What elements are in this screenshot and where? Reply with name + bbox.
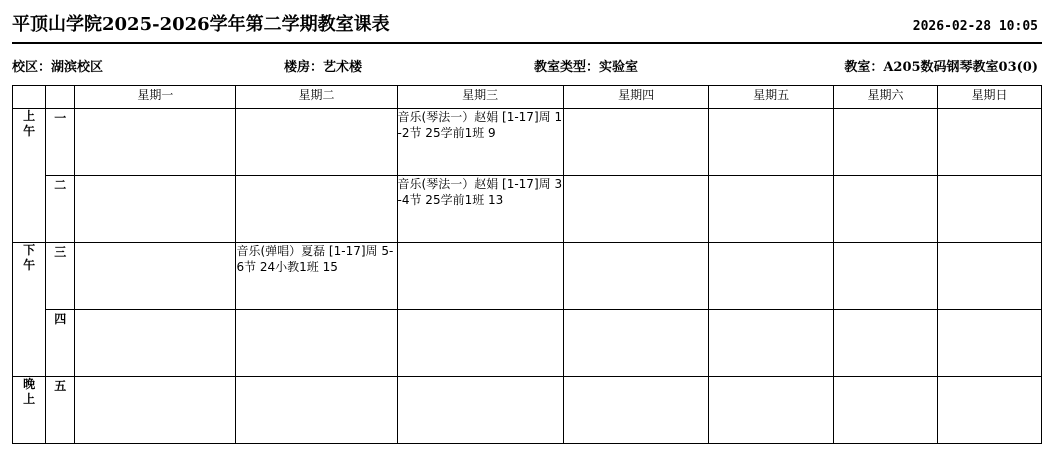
slot-fri-2[interactable] — [709, 176, 834, 243]
slot-fri-1[interactable] — [709, 109, 834, 176]
slot-wed-4[interactable] — [397, 310, 563, 377]
slot-mon-3[interactable] — [75, 243, 236, 310]
session-label-afternoon — [13, 243, 46, 377]
slot-sat-1[interactable] — [834, 109, 938, 176]
day-header-thursday: 星期四 — [563, 86, 709, 109]
session-char: 下 — [23, 243, 37, 257]
slot-thu-5[interactable] — [563, 377, 709, 444]
slot-mon-2[interactable] — [75, 176, 236, 243]
slot-sat-4[interactable] — [834, 310, 938, 377]
day-header-monday: 星期一 — [75, 86, 236, 109]
corner-period-cell — [46, 86, 75, 109]
session-label-morning — [13, 109, 46, 243]
meta-building: 楼房：艺术楼 — [284, 60, 363, 75]
meta-room-type: 教室类型：实验室 — [534, 60, 639, 75]
slot-thu-4[interactable] — [563, 310, 709, 377]
slot-tue-5[interactable] — [236, 377, 397, 444]
session-char: 午 — [23, 123, 37, 138]
timetable-header-row — [13, 86, 1042, 109]
slot-fri-3[interactable] — [709, 243, 834, 310]
table-row — [13, 310, 1042, 377]
slot-tue-2[interactable] — [236, 176, 397, 243]
table-row — [13, 377, 1042, 444]
table-row — [13, 109, 1042, 176]
day-header-saturday: 星期六 — [834, 86, 938, 109]
day-header-friday: 星期五 — [709, 86, 834, 109]
table-row — [13, 176, 1042, 243]
slot-wed-1[interactable]: 音乐(琴法一）赵娟 [1-17]周 1-2节 25学前1班 9 — [397, 109, 563, 176]
slot-sat-2[interactable] — [834, 176, 938, 243]
slot-tue-3[interactable]: 音乐(弹唱）夏磊 [1-17]周 5-6节 24小教1班 15 — [236, 243, 397, 310]
slot-thu-2[interactable] — [563, 176, 709, 243]
slot-wed-5[interactable] — [397, 377, 563, 444]
slot-wed-3[interactable] — [397, 243, 563, 310]
page-header — [12, 0, 1042, 42]
slot-mon-1[interactable] — [75, 109, 236, 176]
slot-sun-3[interactable] — [937, 243, 1041, 310]
slot-sun-1[interactable] — [937, 109, 1041, 176]
slot-sun-5[interactable] — [937, 377, 1041, 444]
meta-room: 教室：A205数码钢琴教室03(0) — [844, 60, 1038, 75]
slot-tue-4[interactable] — [236, 310, 397, 377]
slot-fri-5[interactable] — [709, 377, 834, 444]
timetable — [12, 85, 1042, 444]
slot-fri-4[interactable] — [709, 310, 834, 377]
slot-sun-4[interactable] — [937, 310, 1041, 377]
slot-sat-5[interactable] — [834, 377, 938, 444]
session-char: 晚 — [23, 377, 37, 391]
day-header-wednesday: 星期三 — [397, 86, 563, 109]
slot-mon-4[interactable] — [75, 310, 236, 377]
session-char: 午 — [23, 257, 37, 272]
meta-bar — [12, 44, 1042, 85]
period-label-4: 四 — [46, 310, 75, 377]
session-char: 上 — [23, 391, 37, 406]
page-title: 平顶山学院2025-2026学年第二学期教室课表 — [12, 14, 390, 35]
slot-tue-1[interactable] — [236, 109, 397, 176]
slot-thu-3[interactable] — [563, 243, 709, 310]
corner-session-cell — [13, 86, 46, 109]
slot-sun-2[interactable] — [937, 176, 1041, 243]
table-row — [13, 243, 1042, 310]
slot-wed-2[interactable]: 音乐(琴法一）赵娟 [1-17]周 3-4节 25学前1班 13 — [397, 176, 563, 243]
slot-mon-5[interactable] — [75, 377, 236, 444]
day-header-sunday: 星期日 — [937, 86, 1041, 109]
day-header-tuesday: 星期二 — [236, 86, 397, 109]
meta-campus: 校区：湖滨校区 — [12, 60, 104, 75]
period-label-5: 五 — [46, 377, 75, 444]
slot-sat-3[interactable] — [834, 243, 938, 310]
generated-datetime: 2026-02-28 10:05 — [912, 19, 1038, 34]
session-char: 上 — [23, 109, 37, 123]
session-label-evening — [13, 377, 46, 444]
slot-thu-1[interactable] — [563, 109, 709, 176]
period-label-3: 三 — [46, 243, 75, 310]
period-label-2: 二 — [46, 176, 75, 243]
period-label-1: 一 — [46, 109, 75, 176]
